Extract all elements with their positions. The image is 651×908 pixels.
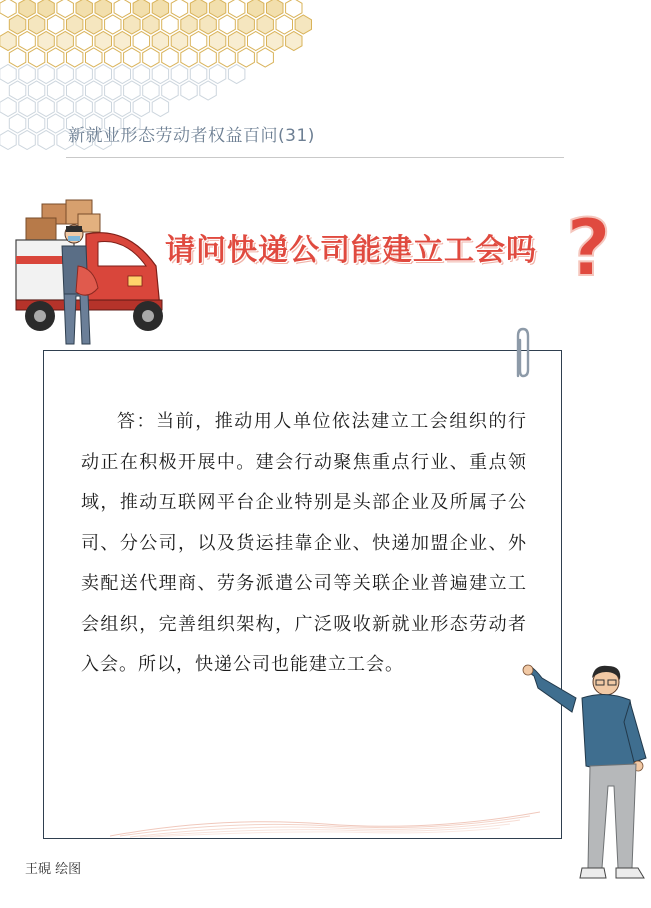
- series-title-text: 新就业形态劳动者权益百问: [68, 126, 278, 146]
- paperclip-icon: [510, 326, 534, 382]
- honeycomb-cell: [114, 0, 130, 18]
- honeycomb-cell: [162, 15, 179, 34]
- honeycomb-cell: [95, 98, 112, 117]
- honeycomb-cell: [152, 32, 168, 51]
- honeycomb-cell: [0, 32, 16, 51]
- honeycomb-cell: [76, 0, 92, 18]
- honeycomb-cell: [9, 15, 26, 34]
- honeycomb-cell: [181, 48, 197, 67]
- honeycomb-cell: [257, 48, 273, 67]
- honeycomb-cell: [248, 32, 264, 51]
- honeycomb-cell: [47, 48, 64, 67]
- honeycomb-cell: [76, 65, 92, 84]
- honeycomb-cell: [76, 32, 92, 51]
- honeycomb-cell: [105, 81, 121, 100]
- honeycomb-cell: [38, 98, 54, 117]
- honeycomb-cell: [28, 114, 44, 133]
- honeycomb-cell: [47, 114, 64, 133]
- wave-lines-decoration: [110, 806, 540, 838]
- honeycomb-cell: [267, 32, 284, 51]
- honeycomb-cell: [47, 15, 64, 34]
- honeycomb-cell: [47, 81, 64, 100]
- honeycomb-cell: [57, 0, 74, 18]
- question-mark-icon: [560, 205, 622, 285]
- honeycomb-cell: [133, 0, 150, 18]
- honeycomb-cell: [152, 65, 168, 84]
- presenter-man-illustration: [520, 662, 651, 892]
- honeycomb-cell: [86, 48, 103, 67]
- honeycomb-cell: [19, 0, 36, 18]
- honeycomb-cell: [171, 32, 188, 51]
- honeycomb-cell: [38, 32, 54, 51]
- honeycomb-cell: [19, 32, 36, 51]
- honeycomb-cell: [124, 15, 141, 34]
- honeycomb-cell: [286, 32, 302, 51]
- honeycomb-cell: [67, 48, 83, 67]
- honeycomb-cell: [181, 15, 197, 34]
- honeycomb-cell: [114, 32, 130, 51]
- honeycomb-cell: [28, 15, 44, 34]
- title-divider: [66, 157, 564, 158]
- series-number: (31): [278, 126, 315, 146]
- honeycomb-cell: [190, 32, 207, 51]
- honeycomb-cell: [28, 48, 44, 67]
- honeycomb-cell: [209, 65, 225, 84]
- honeycomb-cell: [219, 15, 235, 34]
- honeycomb-cell: [57, 32, 74, 51]
- courier-tricycle-illustration: [8, 196, 173, 351]
- honeycomb-cell: [0, 98, 16, 117]
- honeycomb-cell: [162, 81, 179, 100]
- honeycomb-cell: [67, 15, 83, 34]
- honeycomb-cell: [276, 15, 293, 34]
- honeycomb-cell: [114, 98, 130, 117]
- honeycomb-cell: [171, 65, 188, 84]
- honeycomb-cell: [38, 131, 54, 150]
- honeycomb-cell: [228, 0, 245, 18]
- honeycomb-cell: [152, 98, 168, 117]
- honeycomb-cell: [200, 48, 217, 67]
- honeycomb-cell: [38, 0, 54, 18]
- question-title: 请问快递公司能建立工会吗: [165, 233, 537, 268]
- honeycomb-cell: [228, 65, 245, 84]
- honeycomb-cell: [38, 65, 54, 84]
- honeycomb-cell: [19, 98, 36, 117]
- honeycomb-cell: [9, 48, 26, 67]
- honeycomb-cell: [133, 32, 150, 51]
- honeycomb-cell: [143, 48, 159, 67]
- honeycomb-cell: [286, 0, 302, 18]
- honeycomb-cell: [95, 0, 112, 18]
- honeycomb-cell: [0, 131, 16, 150]
- honeycomb-cell: [162, 48, 179, 67]
- honeycomb-cell: [267, 0, 284, 18]
- honeycomb-cell: [67, 81, 83, 100]
- honeycomb-cell: [114, 65, 130, 84]
- honeycomb-cell: [152, 0, 168, 18]
- honeycomb-cell: [209, 32, 225, 51]
- honeycomb-cell: [133, 65, 150, 84]
- honeycomb-cell: [57, 65, 74, 84]
- honeycomb-cell: [19, 65, 36, 84]
- question-mark-glyph: ?: [566, 205, 612, 285]
- honeycomb-cell: [219, 48, 235, 67]
- illustrator-credit: 王硯 绘图: [25, 862, 82, 877]
- honeycomb-cell: [228, 32, 245, 51]
- honeycomb-cell: [57, 98, 74, 117]
- answer-text: 答：当前，推动用人单位依法建立工会组织的行动正在积极开展中。建会行动聚焦重点行业、重点领域，推动互联网平台企业特别是头部企业及所属子公司、分公司，以及货运挂靠企业、快递加盟企业、外卖配送代理商、劳务派遣公司等关联企业普遍建立工会组织，完善组织架构，广泛吸收新就业形态劳动者入会。所以，快递公司也能建立工会。: [81, 411, 527, 675]
- honeycomb-cell: [190, 0, 207, 18]
- honeycomb-cell: [105, 48, 121, 67]
- honeycomb-cell: [9, 114, 26, 133]
- honeycomb-cell: [200, 81, 217, 100]
- honeycomb-cell: [190, 65, 207, 84]
- honeycomb-cell: [28, 81, 44, 100]
- honeycomb-cell: [143, 81, 159, 100]
- honeycomb-cell: [86, 15, 103, 34]
- honeycomb-cell: [257, 15, 273, 34]
- honeycomb-cell: [238, 48, 255, 67]
- honeycomb-cell: [0, 65, 16, 84]
- honeycomb-cell: [238, 15, 255, 34]
- honeycomb-cell: [200, 15, 217, 34]
- honeycomb-cell: [105, 15, 121, 34]
- honeycomb-cell: [19, 131, 36, 150]
- honeycomb-cell: [86, 81, 103, 100]
- honeycomb-cell: [95, 32, 112, 51]
- honeycomb-cell: [124, 48, 141, 67]
- honeycomb-cell: [95, 65, 112, 84]
- honeycomb-cell: [133, 98, 150, 117]
- series-title: [68, 121, 315, 146]
- honeycomb-cell: [124, 81, 141, 100]
- honeycomb-cell: [143, 15, 159, 34]
- honeycomb-cell: [0, 0, 16, 18]
- honeycomb-cell: [9, 81, 26, 100]
- honeycomb-cell: [248, 0, 264, 18]
- honeycomb-cell: [171, 0, 188, 18]
- honeycomb-cell: [295, 15, 311, 34]
- honeycomb-cell: [181, 81, 197, 100]
- honeycomb-cell: [209, 0, 225, 18]
- honeycomb-cell: [76, 98, 92, 117]
